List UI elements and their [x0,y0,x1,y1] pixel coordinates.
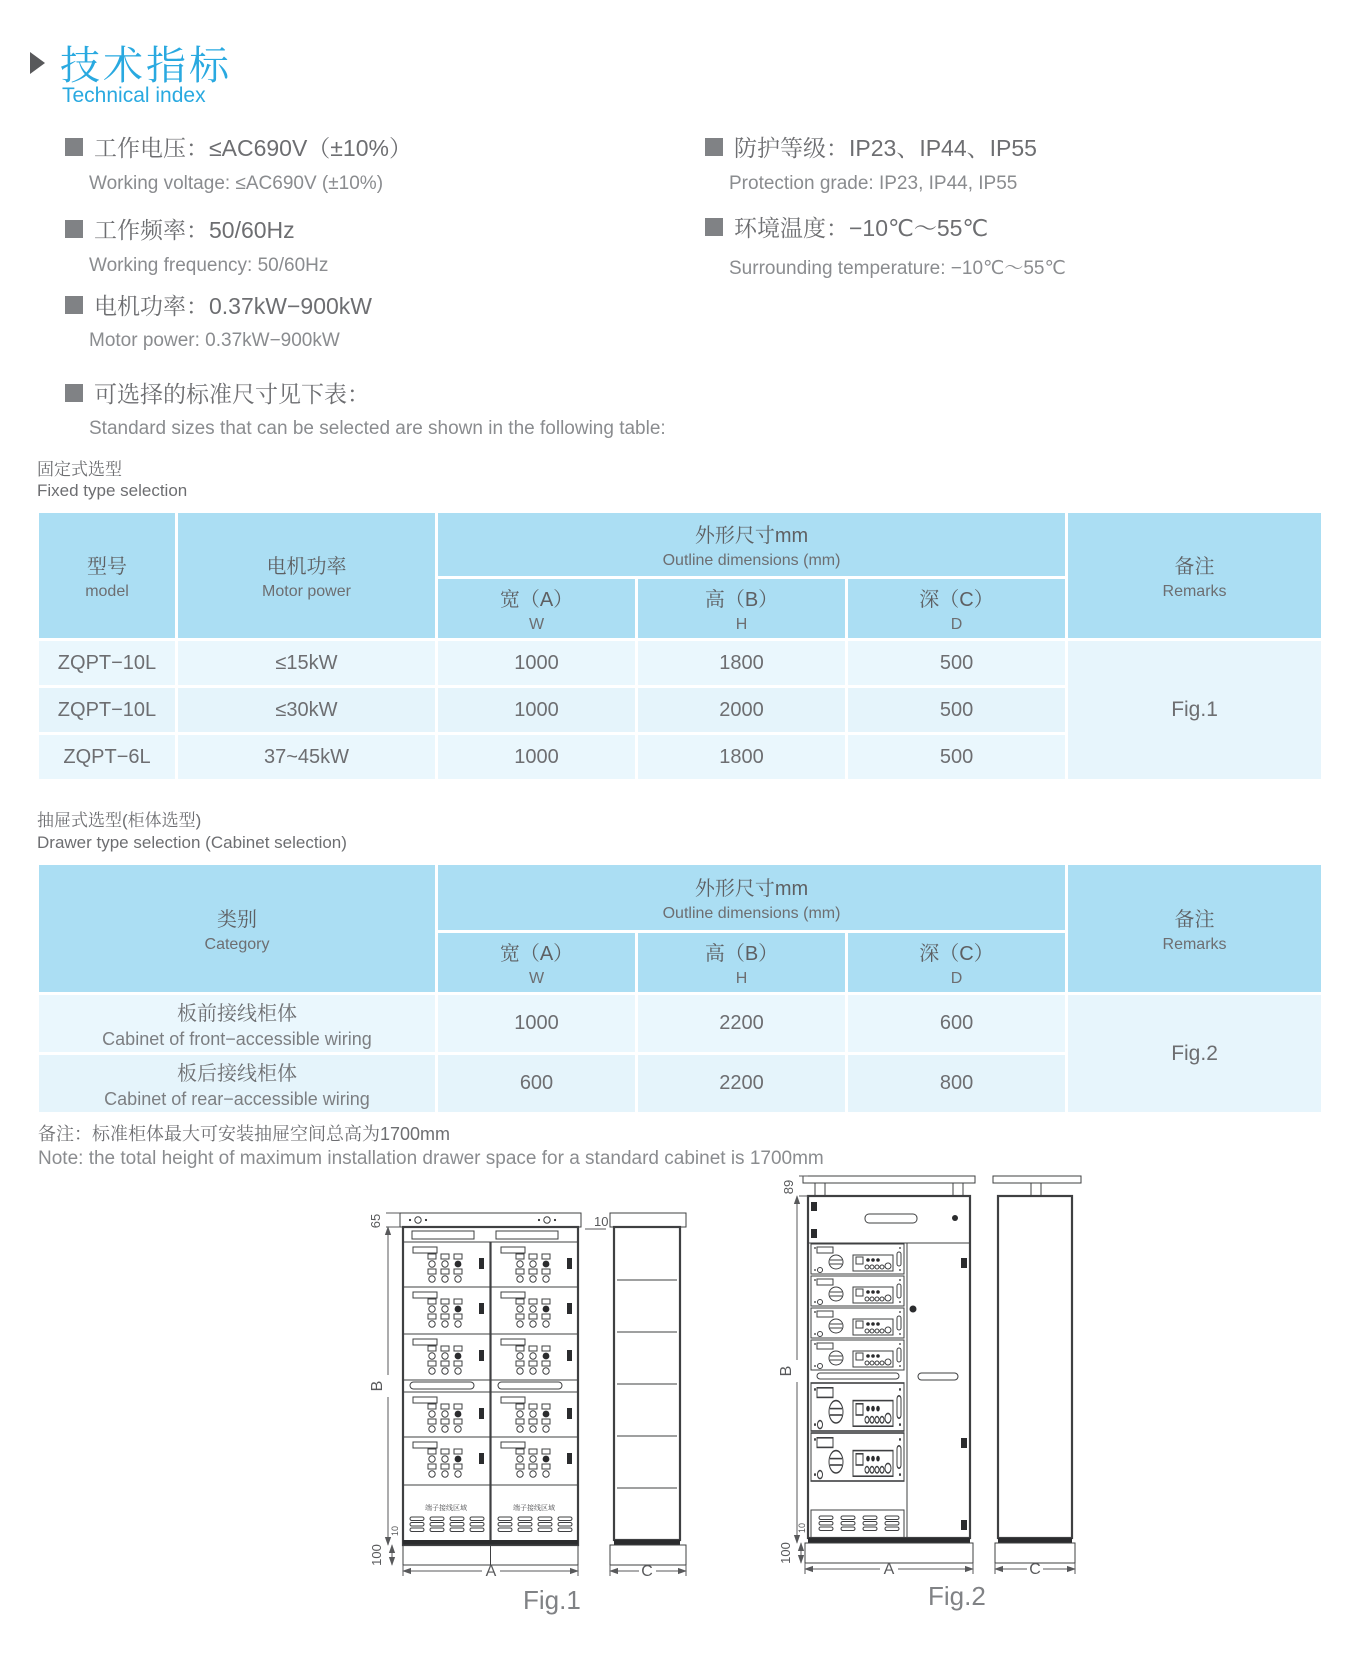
cell-remarks-fig2: Fig.2 [1067,994,1323,1114]
fig1-drawing [340,1195,690,1587]
table-note-en: Note: the total height of maximum installation drawer space for a standard cabinet is 1700mm [38,1148,824,1169]
drawer-module [811,1244,904,1274]
cell-depth: 600 [847,994,1067,1054]
drawer-unit [413,1292,484,1327]
drawer-unit [413,1442,484,1477]
drawer-unit [413,1397,484,1432]
spec-frequency-cn [65,212,295,245]
cell-height: 2000 [637,687,847,734]
cell-model: ZQPT−6L [38,734,177,781]
dim-label-b: B [369,1380,386,1392]
cell-depth: 500 [847,734,1067,781]
dim-label-10-vent: 10 [797,1522,807,1534]
cell-power: ≤15kW [177,640,437,687]
spec-temperature-cn-text: 环境温度：−10℃～55℃ [734,215,989,241]
terminal-area-label: 端子接线区域 [425,1505,467,1512]
spec-voltage-cn-text: 工作电压：≤AC690V（±10%） [94,135,412,161]
drawer-unit [501,1339,572,1374]
cell-power: 37~45kW [177,734,437,781]
cell-width: 1000 [437,687,637,734]
dim-label-c: C [1029,1561,1041,1578]
col-header-width: 宽（A） W [437,578,637,640]
cell-model: ZQPT−10L [38,640,177,687]
dim-label-b: B [778,1365,795,1377]
cell-height: 1800 [637,734,847,781]
cell-width: 1000 [437,640,637,687]
cell-model: ZQPT−10L [38,687,177,734]
drawer-section-label-en: Drawer type selection (Cabinet selection) [37,833,347,852]
cell-height: 2200 [637,994,847,1054]
spec-voltage-cn [65,130,412,163]
dim-label-100: 100 [369,1544,384,1566]
drawer-unit [413,1247,484,1282]
bullet-square-icon [65,384,83,402]
drawer-type-table [36,862,1324,1115]
dim-label-100: 100 [778,1542,793,1564]
fig1-caption: Fig.1 [523,1585,581,1615]
col-header-width: 宽（A） W [437,932,637,994]
cell-power: ≤30kW [177,687,437,734]
spec-sizes-intro-en: Standard sizes that can be selected are shown in the following table: [89,418,666,439]
col-header-model: 型号 model [38,512,177,640]
cell-depth: 500 [847,687,1067,734]
drawer-module [811,1276,904,1306]
fig2-drawing [705,1170,1085,1590]
drawer-module [811,1340,904,1370]
bullet-square-icon [65,220,83,238]
dim-label-10-top: 10 [594,1214,609,1229]
drawer-unit [501,1442,572,1477]
page-title-row [30,34,232,91]
drawer-section-label-cn: 抽屉式选型(柜体选型) [37,811,202,830]
cell-category: 板前接线柜体 Cabinet of front−accessible wiring [38,994,437,1054]
fig1-side-view [610,1213,686,1565]
dim-label-10-vent: 10 [390,1525,400,1537]
cell-category: 板后接线柜体 Cabinet of rear−accessible wiring [38,1054,437,1114]
dim-label-c: C [641,1563,653,1580]
bullet-square-icon [705,138,723,156]
drawer-unit [501,1292,572,1327]
cell-width: 1000 [437,734,637,781]
spec-motorpower-cn [65,288,372,321]
spec-temperature-en: Surrounding temperature: −10℃～55℃ [729,258,1066,279]
page-subtitle: Technical index [62,84,206,107]
dim-label-89: 89 [781,1179,796,1195]
fig2-dimensions [778,1176,1075,1578]
spec-motorpower-cn-text: 电机功率：0.37kW−900kW [94,293,372,319]
col-header-depth: 深（C） D [847,578,1067,640]
drawer-unit [413,1339,484,1374]
dim-label-a: A [883,1561,895,1578]
col-header-height: 高（B） H [637,932,847,994]
cell-depth: 500 [847,640,1067,687]
fixed-section-label-cn: 固定式选型 [37,460,122,479]
col-header-outline-dimensions: 外形尺寸mm Outline dimensions (mm) [437,512,1067,578]
section-arrow-icon [30,52,45,74]
col-header-remarks: 备注 Remarks [1067,864,1323,994]
cell-width: 1000 [437,994,637,1054]
drawer-module [811,1383,904,1431]
terminal-area-label: 端子接线区域 [513,1505,555,1512]
table-row [38,994,1323,1054]
col-header-depth: 深（C） D [847,932,1067,994]
spec-voltage-en: Working voltage: ≤AC690V (±10%) [89,173,384,194]
dim-label-a: A [485,1563,497,1580]
drawer-module [811,1433,904,1481]
spec-frequency-cn-text: 工作频率：50/60Hz [94,217,295,243]
fig1-front-view [400,1213,581,1565]
cell-remarks-fig1: Fig.1 [1067,640,1323,781]
drawer-unit [501,1247,572,1282]
table-row [38,640,1323,687]
cell-depth: 800 [847,1054,1067,1114]
fig2-front-view [803,1176,975,1563]
col-header-height: 高（B） H [637,578,847,640]
dim-label-65: 65 [368,1213,383,1229]
spec-frequency-en: Working frequency: 50/60Hz [89,255,329,276]
cell-height: 2200 [637,1054,847,1114]
fig2-caption: Fig.2 [928,1581,986,1611]
bullet-square-icon [65,296,83,314]
spec-sizes-intro-cn-text: 可选择的标准尺寸见下表： [94,381,370,407]
fixed-type-table [36,510,1324,782]
spec-sizes-intro-cn [65,376,370,409]
page-title: 技术指标 [60,44,232,88]
fixed-section-label-en: Fixed type selection [37,481,188,500]
cell-width: 600 [437,1054,637,1114]
table-note-cn: 备注：标准柜体最大可安装抽屉空间总高为1700mm [38,1124,451,1144]
col-header-outline-dimensions: 外形尺寸mm Outline dimensions (mm) [437,864,1067,932]
fig2-side-view [993,1176,1081,1563]
spec-protection-cn-text: 防护等级：IP23、IP44、IP55 [734,135,1037,161]
col-header-remarks: 备注 Remarks [1067,512,1323,640]
bullet-square-icon [65,138,83,156]
spec-protection-en: Protection grade: IP23, IP44, IP55 [729,173,1018,194]
vent-slots [819,1516,899,1531]
col-header-motor-power: 电机功率 Motor power [177,512,437,640]
cell-height: 1800 [637,640,847,687]
drawer-module [811,1308,904,1338]
spec-motorpower-en: Motor power: 0.37kW−900kW [89,330,340,351]
drawer-unit [501,1397,572,1432]
spec-protection-cn [705,130,1037,163]
spec-temperature-cn [705,210,988,243]
col-header-category: 类别 Category [38,864,437,994]
bullet-square-icon [705,218,723,236]
